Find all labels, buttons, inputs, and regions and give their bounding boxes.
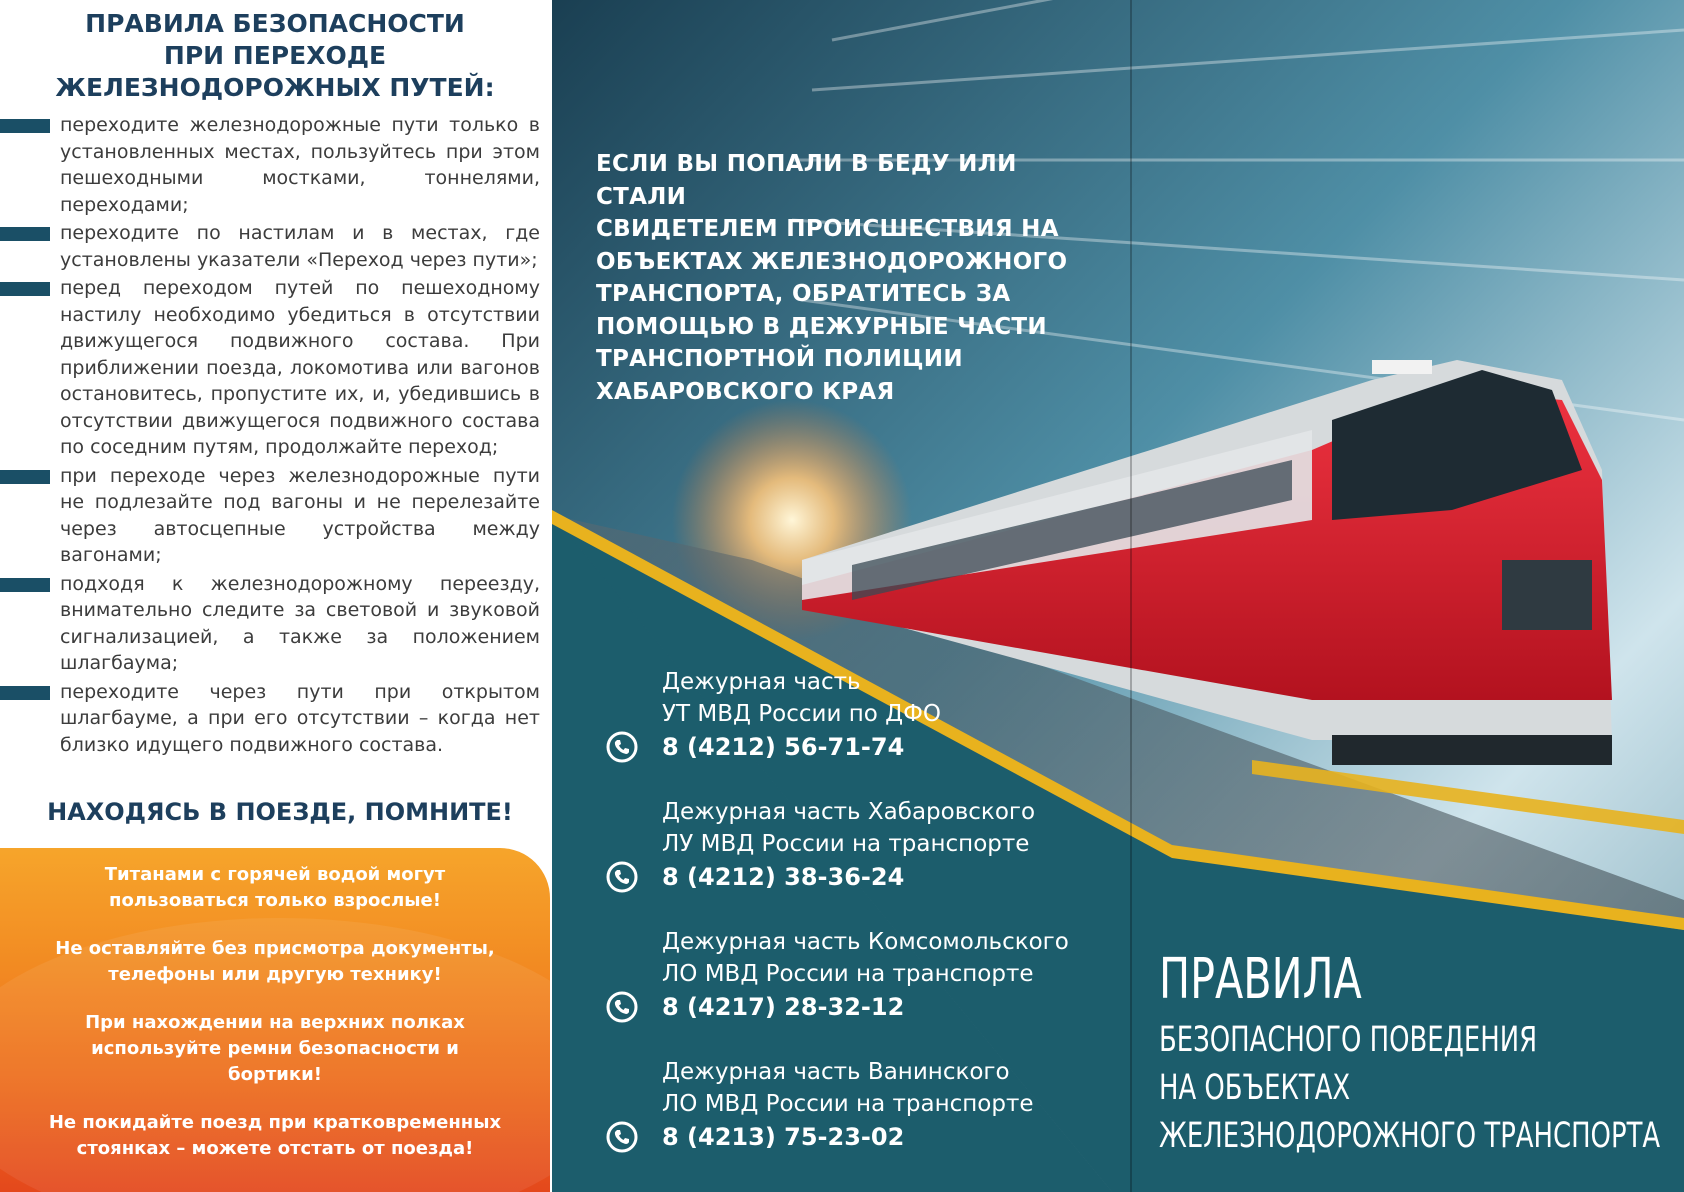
contact-phone-row[interactable] [606, 730, 1126, 764]
crossing-rules-title: ПРАВИЛА БЕЗОПАСНОСТИ ПРИ ПЕРЕХОДЕ ЖЕЛЕЗНОДОРОЖНЫХ ПУТЕЙ: [55, 9, 495, 102]
bullet-marker [0, 119, 50, 133]
contact-label: Дежурная часть Комсомольского ЛО МВД России на транспорте [662, 929, 1069, 987]
warning-text: Не оставляйте без присмотра документы, телефоны или другую технику! [55, 938, 495, 985]
contact-khabarovsk-lu [606, 796, 1126, 894]
rule-text: переходите по настилам и в местах, где установлены указатели «Переход через пути»; [60, 222, 540, 271]
phone-icon [606, 991, 638, 1023]
rule-text: переходите железнодорожные пути только в установленных местах, пользуйтесь при этом пешеходными мостками, тоннелями, переходами; [60, 114, 540, 216]
phone-icon [606, 861, 638, 893]
brochure-title [1159, 947, 1679, 1160]
contact-komsomolsk-lo [606, 926, 1126, 1024]
contact-label: Дежурная часть УТ МВД России по ДФО [662, 669, 942, 727]
phone-number[interactable]: 8 (4217) 28-32-12 [662, 993, 905, 1021]
phone-icon [606, 1121, 638, 1153]
bullet-marker [0, 686, 50, 700]
contact-label: Дежурная часть Хабаровского ЛУ МВД России на транспорте [662, 799, 1036, 857]
title-subtitle: БЕЗОПАСНОГО ПОВЕДЕНИЯ НА ОБЪЕКТАХ ЖЕЛЕЗНОДОРОЖНОГО ТРАНСПОРТА [1159, 1020, 1661, 1156]
warning-text: Титанами с горячей водой могут пользоваться только взрослые! [104, 864, 446, 911]
contact-vanino-lo [606, 1056, 1126, 1154]
contact-phone-row[interactable] [606, 1120, 1126, 1154]
list-item [0, 275, 540, 461]
train-warnings-block [0, 848, 550, 1192]
contact-label: Дежурная часть Ванинского ЛО МВД России на транспорте [662, 1059, 1034, 1117]
title-main: ПРАВИЛА [1159, 947, 1362, 1012]
list-item [0, 220, 540, 273]
list-item [0, 463, 540, 569]
warning-text: При нахождении на верхних полках используйте ремни безопасности и бортики! [85, 1012, 465, 1085]
contact-phone-row[interactable] [606, 990, 1126, 1024]
crossing-rules-list [0, 112, 540, 760]
bullet-marker [0, 282, 50, 296]
phone-number[interactable]: 8 (4212) 56-71-74 [662, 733, 905, 761]
rule-text: переходите через пути при открытом шлагбауме, а при его отсутствии – когда нет близко идущего подвижного состава. [60, 680, 540, 756]
rule-text: перед переходом путей по пешеходному настилу необходимо убедиться в отсутствии движущегося подвижного состава. При приближении поезда, локомотива или вагонов остановитесь, пропустите их, и, убедившись в отсутствии движущегося подвижного состава по соседним путям, продолжайте переход; [60, 277, 540, 458]
left-panel [0, 0, 552, 1192]
train-rules-heading: НАХОДЯСЬ В ПОЕЗДЕ, ПОМНИТЕ! [47, 798, 513, 826]
bullet-marker [0, 470, 50, 484]
phone-number[interactable]: 8 (4213) 75-23-02 [662, 1123, 905, 1151]
contact-phone-row[interactable] [606, 860, 1126, 894]
phone-number[interactable]: 8 (4212) 38-36-24 [662, 863, 905, 891]
cover-panels [552, 0, 1684, 1192]
rule-text: подходя к железнодорожному переезду, внимательно следите за световой и звуковой сигнализацией, а также за положением шлагбаума; [60, 572, 540, 674]
warning-text: Не покидайте поезд при кратковременных стоянках – можете отстать от поезда! [48, 1112, 502, 1159]
bullet-marker [0, 227, 50, 241]
bullet-marker [0, 578, 50, 592]
emergency-help-text: ЕСЛИ ВЫ ПОПАЛИ В БЕДУ ИЛИ СТАЛИ СВИДЕТЕЛЕМ ПРОИСШЕСТВИЯ НА ОБЪЕКТАХ ЖЕЛЕЗНОДОРОЖНОГО ТРАНСПОРТА, ОБРАТИТЕСЬ ЗА ПОМОЩЬЮ В ДЕЖУРНЫЕ ЧАСТИ ТРАНСПОРТНОЙ ПОЛИЦИИ ХАБАРОВСКОГО КРАЯ [596, 151, 1068, 405]
fold-line [1130, 0, 1132, 1192]
contact-ut-mvd-dfo [606, 666, 1126, 764]
list-item [0, 112, 540, 218]
rule-text: при переходе через железнодорожные пути не подлезайте под вагоны и не перелезайте через автосцепные устройства между вагонами; [60, 464, 540, 566]
list-item [0, 571, 540, 677]
phone-icon [606, 731, 638, 763]
list-item [0, 679, 540, 759]
